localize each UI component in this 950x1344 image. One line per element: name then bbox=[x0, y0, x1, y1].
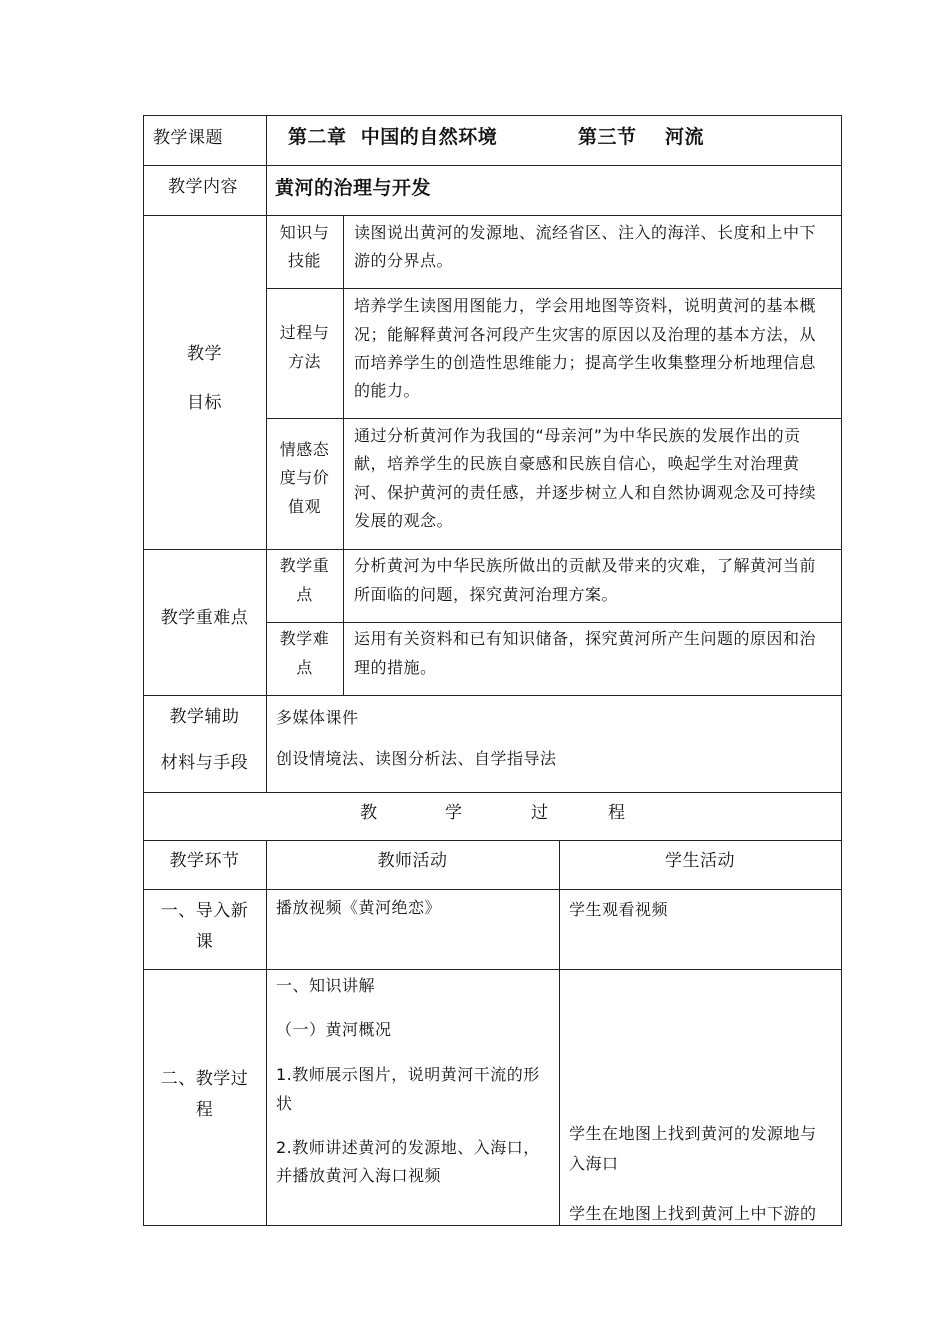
process-label-line2: 方法 bbox=[287, 352, 321, 371]
emotion-text-line: 献，培养学生的民族自豪感和民族自信心，唤起学生对治理黄 bbox=[354, 454, 800, 473]
table-col-divider bbox=[559, 840, 560, 1225]
stage1-label-line2: 课 bbox=[195, 932, 214, 952]
knowledge-text-line: 游的分界点。 bbox=[354, 251, 454, 270]
objectives-label-line2: 目标 bbox=[187, 393, 222, 413]
table-rule-top bbox=[143, 115, 842, 116]
topic-label: 教学课题 bbox=[153, 128, 223, 148]
focus-text-line: 所面临的问题，探究黄河治理方案。 bbox=[354, 585, 619, 604]
table-col-divider bbox=[343, 215, 344, 695]
column-header-student: 学生活动 bbox=[665, 851, 735, 871]
topic-chapter: 第二章 中国的自然环境 bbox=[288, 126, 498, 148]
emotion-label-line1: 情感态 bbox=[279, 440, 330, 459]
table-rule bbox=[266, 622, 842, 623]
stage2-teacher-line: 并播放黄河入海口视频 bbox=[276, 1166, 442, 1185]
process-label-line1: 过程与 bbox=[279, 323, 330, 342]
column-header-teacher: 教师活动 bbox=[377, 851, 448, 871]
column-header-stage: 教学环节 bbox=[169, 851, 240, 871]
emotion-label-line3: 值观 bbox=[287, 497, 321, 516]
knowledge-label-line1: 知识与 bbox=[279, 223, 330, 242]
emotion-label-line2: 度与价 bbox=[279, 468, 330, 487]
emotion-text-line: 发展的观念。 bbox=[354, 511, 454, 530]
stage1-teacher: 播放视频《黄河绝恋》 bbox=[276, 898, 442, 917]
table-border-left bbox=[143, 115, 144, 1226]
process-header-char: 学 bbox=[445, 803, 463, 823]
table-rule bbox=[143, 695, 842, 696]
key-points-label: 教学重难点 bbox=[160, 608, 249, 628]
stage2-teacher-line: 2.教师讲述黄河的发源地、入海口， bbox=[276, 1138, 540, 1157]
stage2-teacher-line: 状 bbox=[276, 1094, 293, 1113]
aids-line1: 多媒体课件 bbox=[276, 708, 359, 727]
difficulty-text-line: 理的措施。 bbox=[354, 658, 437, 677]
difficulty-label-line1: 教学难 bbox=[279, 629, 330, 648]
process-header-char: 程 bbox=[608, 803, 626, 823]
stage2-label-line1: 二、教学过 bbox=[160, 1069, 249, 1089]
table-border-right bbox=[841, 115, 842, 1226]
topic-section: 第三节 河流 bbox=[578, 126, 704, 148]
content-value: 黄河的治理与开发 bbox=[275, 177, 432, 199]
stage2-teacher-line: 1.教师展示图片，说明黄河干流的形 bbox=[276, 1065, 540, 1084]
stage2-teacher-line: （一）黄河概况 bbox=[276, 1020, 392, 1039]
process-text-line: 的能力。 bbox=[354, 381, 421, 400]
process-text-line: 培养学生读图用图能力，学会用地图等资料，说明黄河的基本概 bbox=[354, 296, 817, 315]
table-rule bbox=[266, 418, 842, 419]
aids-line2: 创设情境法、读图分析法、自学指导法 bbox=[276, 749, 557, 768]
aids-label-line2: 材料与手段 bbox=[160, 753, 249, 773]
aids-label-line1: 教学辅助 bbox=[169, 707, 240, 727]
process-header-char: 过 bbox=[531, 803, 549, 823]
process-header-char: 教 bbox=[360, 803, 378, 823]
table-rule bbox=[143, 840, 842, 841]
process-text-line: 况；能解释黄河各河段产生灾害的原因以及治理的基本方法，从 bbox=[354, 325, 817, 344]
table-col-divider bbox=[266, 840, 267, 1225]
knowledge-label-line2: 技能 bbox=[287, 251, 321, 270]
table-rule bbox=[143, 969, 842, 970]
table-rule bbox=[143, 165, 842, 166]
content-label: 教学内容 bbox=[168, 177, 238, 197]
table-rule bbox=[143, 215, 842, 216]
table-rule bbox=[143, 792, 842, 793]
focus-text-line: 分析黄河为中华民族所做出的贡献及带来的灾难，了解黄河当前 bbox=[354, 556, 817, 575]
table-rule bbox=[143, 889, 842, 890]
knowledge-text-line: 读图说出黄河的发源地、流经省区、注入的海洋、长度和上中下 bbox=[354, 223, 817, 242]
difficulty-label-line2: 点 bbox=[296, 658, 313, 677]
emotion-text-line: 河、保护黄河的责任感，并逐步树立人和自然协调观念及可持续 bbox=[354, 483, 817, 502]
difficulty-text-line: 运用有关资料和已有知识储备，探究黄河所产生问题的原因和治 bbox=[354, 629, 817, 648]
focus-label-line1: 教学重 bbox=[279, 556, 330, 575]
stage2-label-line2: 程 bbox=[195, 1100, 214, 1120]
focus-label-line2: 点 bbox=[296, 585, 313, 604]
table-rule bbox=[266, 288, 842, 289]
stage2-student-line: 学生在地图上找到黄河的发源地与 bbox=[569, 1124, 817, 1143]
stage2-teacher-line: 一、知识讲解 bbox=[276, 976, 376, 995]
process-text-line: 而培养学生的创造性思维能力；提高学生收集整理分析地理信息 bbox=[354, 353, 817, 372]
objectives-label-line1: 教学 bbox=[187, 344, 222, 364]
stage2-student-line: 入海口 bbox=[569, 1154, 619, 1173]
stage1-student: 学生观看视频 bbox=[569, 900, 669, 919]
stage1-label-line1: 一、导入新 bbox=[160, 901, 249, 921]
emotion-text-line: 通过分析黄河作为我国的“母亲河”为中华民族的发展作出的贡 bbox=[354, 426, 801, 445]
stage2-student-line: 学生在地图上找到黄河上中下游的 bbox=[569, 1204, 817, 1223]
table-rule bbox=[143, 549, 842, 550]
